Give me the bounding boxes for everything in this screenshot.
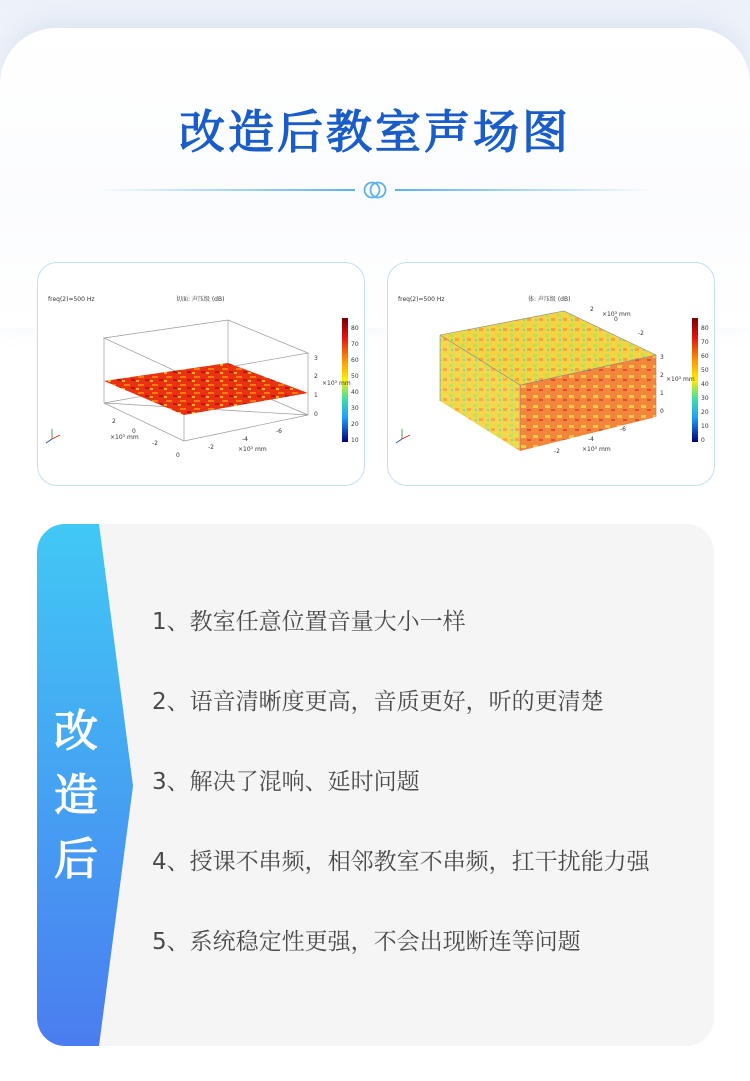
svg-text:40: 40 [351, 389, 359, 396]
svg-text:0: 0 [701, 437, 705, 444]
list-item: 4、授课不串频，相邻教室不串频，扛干扰能力强 [152, 849, 650, 875]
x-axis-unit: ×10³ mm [238, 446, 267, 453]
divider-line-right [395, 189, 655, 191]
divider-line-left [95, 189, 355, 191]
svg-text:2: 2 [314, 373, 318, 380]
svg-text:0: 0 [660, 408, 664, 415]
svg-text:70: 70 [701, 339, 709, 346]
svg-text:1: 1 [314, 392, 318, 399]
z-axis-unit: ×10³ mm [322, 380, 351, 387]
svg-text:1: 1 [660, 390, 664, 397]
svg-text:0: 0 [176, 452, 180, 459]
svg-text:2: 2 [112, 418, 116, 425]
svg-text:2: 2 [590, 306, 594, 313]
svg-text:20: 20 [351, 421, 359, 428]
plot-title: 体: 声压级 (dB) [528, 296, 571, 303]
svg-text:60: 60 [701, 353, 709, 360]
y-axis-ticks [112, 418, 158, 447]
svg-text:40: 40 [701, 381, 709, 388]
svg-text:-2: -2 [152, 440, 158, 447]
y-axis-unit: ×10³ mm [110, 434, 139, 441]
svg-text:0: 0 [614, 316, 618, 323]
freq-label: freq(2)=500 Hz [398, 296, 445, 303]
svg-text:50: 50 [351, 373, 359, 380]
svg-text:10: 10 [351, 437, 359, 444]
svg-text:30: 30 [701, 395, 709, 402]
list-item: 1、教室任意位置音量大小一样 [152, 609, 466, 635]
benefits-list [152, 604, 650, 1004]
colorbar-ticks [701, 325, 709, 444]
svg-text:-2: -2 [638, 330, 644, 337]
svg-text:70: 70 [351, 341, 359, 348]
svg-text:10: 10 [701, 423, 709, 430]
svg-text:0: 0 [314, 411, 318, 418]
svg-text:30: 30 [351, 405, 359, 412]
page-title: 改造后教室声场图 [179, 105, 571, 159]
panel-label: 改 造 后 [54, 706, 98, 885]
axis-triad-icon [46, 429, 60, 443]
svg-text:2: 2 [660, 372, 664, 379]
freq-label: freq(2)=500 Hz [48, 296, 95, 303]
colorbar-ticks [351, 325, 359, 444]
svg-text:80: 80 [351, 325, 359, 332]
list-item: 5、系统稳定性更强，不会出现断连等问题 [152, 929, 581, 955]
y-axis-unit: ×10³ mm [602, 311, 631, 318]
svg-text:0: 0 [132, 428, 136, 435]
svg-text:-2: -2 [208, 444, 214, 451]
svg-text:-4: -4 [242, 436, 248, 443]
svg-text:80: 80 [701, 325, 709, 332]
list-item: 2、语音清晰度更高，音质更好，听的更清楚 [152, 689, 604, 715]
svg-text:-4: -4 [588, 436, 594, 443]
z-axis-ticks [314, 355, 318, 418]
sound-field-slice-plot [37, 262, 365, 486]
z-axis-unit: ×10³ mm [666, 376, 695, 383]
svg-text:-2: -2 [554, 448, 560, 455]
plot-title: 切面: 声压级 (dB) [176, 296, 225, 303]
sound-pressure-slice [104, 363, 308, 415]
svg-text:3: 3 [314, 355, 318, 362]
list-item: 3、解决了混响、延时问题 [152, 769, 420, 795]
x-axis-unit: ×10³ mm [582, 446, 611, 453]
svg-text:60: 60 [351, 357, 359, 364]
sound-field-volume-plot [387, 262, 715, 486]
svg-text:-6: -6 [276, 428, 282, 435]
z-axis-ticks [660, 354, 664, 415]
rings-icon [361, 180, 389, 200]
svg-text:50: 50 [701, 367, 709, 374]
svg-text:20: 20 [701, 409, 709, 416]
title-divider [95, 180, 655, 200]
axis-triad-icon [396, 429, 410, 443]
svg-text:3: 3 [660, 354, 664, 361]
x-axis-ticks [176, 428, 282, 459]
svg-text:-6: -6 [620, 426, 626, 433]
